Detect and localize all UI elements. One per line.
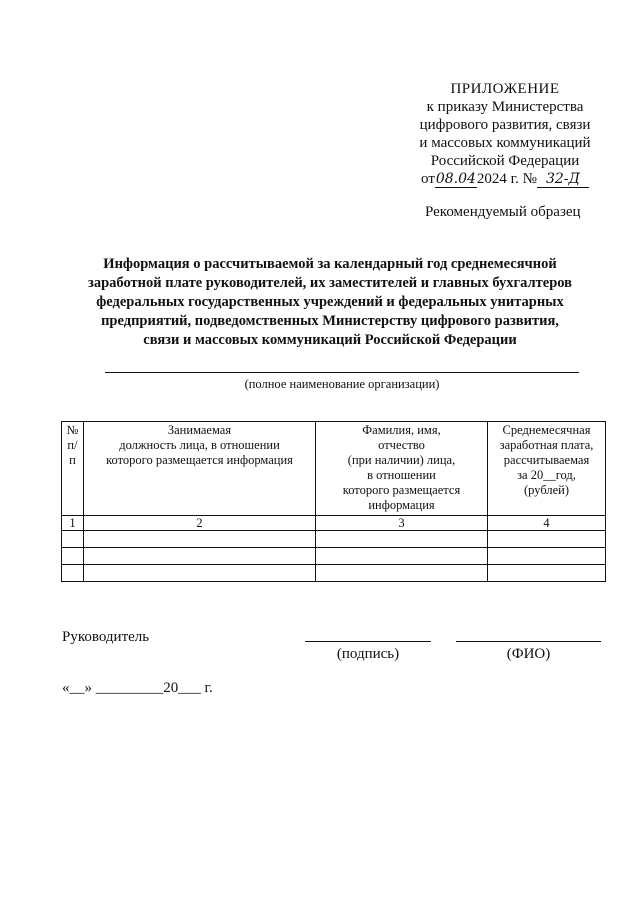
heading-line: заработной плате руководителей, их заместителей и главных бухгалтеров [88,275,572,291]
full-name-caption: (ФИО) [506,646,551,662]
header-cell-full-name: Фамилия, имя, отчество (при наличии) лица, в отношении которого размещается информация [316,422,488,516]
table-cell [62,565,84,582]
signature-line [305,641,431,642]
signature-caption: (подпись) [336,646,400,662]
date-prefix: от [421,171,435,187]
date-line: «__» _________20___ г. [62,680,213,696]
heading-line: федеральных государственных учреждений и федеральных унитарных [96,294,564,310]
handwritten-order-number: 32-Д [537,171,589,188]
table-header-row [62,422,606,516]
table-row [62,565,606,582]
appendix-line: к приказу Министерства [426,99,584,115]
table-cell [316,531,488,548]
order-date-line [400,170,610,188]
handwritten-date: 08.04 [435,171,476,187]
column-number-cell: 3 [316,516,488,531]
heading-line: предприятий, подведомственных Министерству цифрового развития, [101,313,559,329]
full-name-line [456,641,601,642]
organization-caption: (полное наименование организации) [244,377,440,391]
table-cell [84,548,316,565]
table-cell [316,565,488,582]
heading-line: связи и массовых коммуникаций Российской Федерации [143,332,517,348]
column-number-cell: 2 [84,516,316,531]
appendix-block [400,80,610,188]
appendix-line: и массовых коммуникаций [419,135,591,151]
table-row [62,548,606,565]
organization-name-line [105,372,579,373]
column-number-cell: 1 [62,516,84,531]
table-cell [62,531,84,548]
appendix-line: Российской Федерации [430,153,580,169]
appendix-line: цифрового развития, связи [419,117,591,133]
signatory-role: Руководитель [62,629,150,645]
column-number-row [62,516,606,531]
appendix-title: ПРИЛОЖЕНИЕ [450,81,560,97]
header-cell-number: № п/п [62,422,84,516]
table-row [62,531,606,548]
table-cell [62,548,84,565]
document-heading [60,255,600,350]
column-number-cell: 4 [488,516,606,531]
table-cell [84,565,316,582]
table-cell [84,531,316,548]
date-suffix: 2024 г. № [476,171,537,187]
table-cell [316,548,488,565]
table-cell [488,565,606,582]
table-cell [488,548,606,565]
table-cell [488,531,606,548]
header-cell-position: Занимаемая должность лица, в отношении которого размещается информация [84,422,316,516]
salary-table [61,421,606,582]
sample-label: Рекомендуемый образец [425,204,581,220]
heading-line: Информация о рассчитываемой за календарный год среднемесячной [103,256,557,272]
header-cell-average-salary: Среднемесячная заработная плата, рассчитываемая за 20__год, (рублей) [488,422,606,516]
